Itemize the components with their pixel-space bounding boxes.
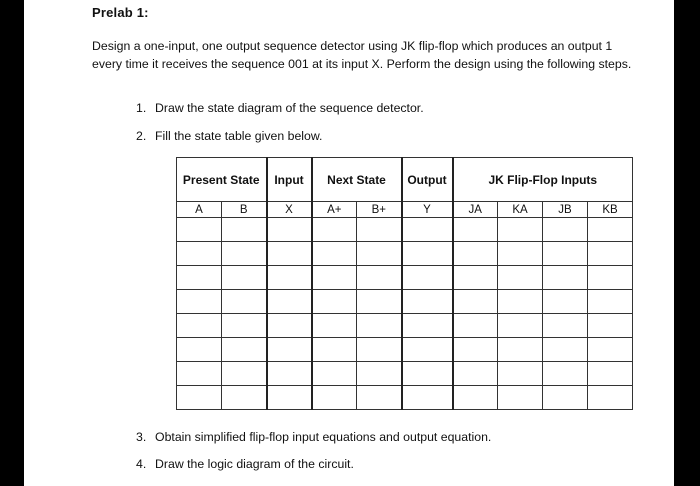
jk-inputs-header: JK Flip-Flop Inputs	[453, 158, 633, 202]
step-text: Draw the logic diagram of the circuit.	[155, 457, 354, 471]
col-a: A	[177, 202, 222, 218]
table-body	[177, 218, 633, 410]
col-a-plus: A+	[312, 202, 357, 218]
table-cell[interactable]	[543, 218, 588, 242]
present-state-header: Present State	[177, 158, 267, 202]
step-text: Draw the state diagram of the sequence detector.	[155, 101, 424, 115]
table-cell[interactable]	[267, 314, 312, 338]
table-cell[interactable]	[402, 338, 453, 362]
table-cell[interactable]	[453, 266, 498, 290]
table-row	[177, 290, 633, 314]
step-number: 2.	[136, 129, 147, 143]
table-cell[interactable]	[222, 386, 267, 410]
table-cell[interactable]	[312, 290, 357, 314]
step-number: 3.	[136, 430, 147, 444]
table-cell[interactable]	[453, 338, 498, 362]
table-cell[interactable]	[312, 338, 357, 362]
table-cell[interactable]	[402, 242, 453, 266]
table-cell[interactable]	[177, 290, 222, 314]
col-b-plus: B+	[357, 202, 402, 218]
table-row	[177, 218, 633, 242]
table-cell[interactable]	[402, 362, 453, 386]
next-state-header: Next State	[312, 158, 402, 202]
table-cell[interactable]	[498, 386, 543, 410]
table-cell[interactable]	[588, 290, 633, 314]
table-cell[interactable]	[267, 266, 312, 290]
table-cell[interactable]	[177, 266, 222, 290]
table-cell[interactable]	[498, 362, 543, 386]
table-cell[interactable]	[453, 314, 498, 338]
intro-paragraph: Design a one-input, one output sequence detector using JK flip-flop which produces an output 1 every time it receives the sequence 001 at its input X. Perform the design using the following steps.	[92, 39, 632, 71]
table-row	[177, 242, 633, 266]
table-row	[177, 266, 633, 290]
table-cell[interactable]	[543, 314, 588, 338]
table-cell[interactable]	[312, 314, 357, 338]
table-cell[interactable]	[177, 314, 222, 338]
table-cell[interactable]	[357, 290, 402, 314]
table-cell[interactable]	[267, 218, 312, 242]
table-cell[interactable]	[453, 218, 498, 242]
col-y: Y	[402, 202, 453, 218]
table-cell[interactable]	[588, 314, 633, 338]
table-cell[interactable]	[177, 386, 222, 410]
table-cell[interactable]	[543, 338, 588, 362]
state-table	[176, 157, 633, 410]
input-header: Input	[267, 158, 312, 202]
table-cell[interactable]	[543, 386, 588, 410]
table-cell[interactable]	[312, 218, 357, 242]
table-cell[interactable]	[312, 242, 357, 266]
table-cell[interactable]	[588, 242, 633, 266]
table-cell[interactable]	[498, 338, 543, 362]
table-cell[interactable]	[177, 242, 222, 266]
col-x: X	[267, 202, 312, 218]
table-cell[interactable]	[312, 266, 357, 290]
table-cell[interactable]	[267, 338, 312, 362]
step-4	[136, 457, 354, 471]
table-cell[interactable]	[177, 218, 222, 242]
table-cell[interactable]	[543, 266, 588, 290]
step-number: 4.	[136, 457, 147, 471]
document-page	[24, 0, 674, 486]
table-cell[interactable]	[498, 314, 543, 338]
table-cell[interactable]	[588, 266, 633, 290]
table-cell[interactable]	[357, 218, 402, 242]
table-row	[177, 362, 633, 386]
table-cell[interactable]	[267, 242, 312, 266]
table-cell[interactable]	[543, 362, 588, 386]
table-cell[interactable]	[402, 314, 453, 338]
table-cell[interactable]	[222, 290, 267, 314]
table-cell[interactable]	[498, 218, 543, 242]
table-cell[interactable]	[222, 242, 267, 266]
step-3	[136, 430, 491, 444]
column-header-row	[177, 202, 633, 218]
table-cell[interactable]	[588, 218, 633, 242]
step-2	[136, 129, 322, 143]
table-cell[interactable]	[588, 362, 633, 386]
table-cell[interactable]	[543, 242, 588, 266]
table-cell[interactable]	[453, 386, 498, 410]
table-cell[interactable]	[453, 362, 498, 386]
output-header: Output	[402, 158, 453, 202]
table-cell[interactable]	[498, 266, 543, 290]
table-cell[interactable]	[543, 290, 588, 314]
table-cell[interactable]	[357, 314, 402, 338]
table-cell[interactable]	[498, 242, 543, 266]
table-cell[interactable]	[357, 386, 402, 410]
table-cell[interactable]	[222, 218, 267, 242]
table-cell[interactable]	[222, 314, 267, 338]
table-cell[interactable]	[357, 242, 402, 266]
table-cell[interactable]	[267, 362, 312, 386]
table-cell[interactable]	[453, 242, 498, 266]
table-cell[interactable]	[588, 386, 633, 410]
table-cell[interactable]	[357, 338, 402, 362]
table-cell[interactable]	[498, 290, 543, 314]
prelab-title: Prelab 1:	[92, 5, 149, 20]
col-ja: JA	[453, 202, 498, 218]
table-cell[interactable]	[357, 266, 402, 290]
col-jb: JB	[543, 202, 588, 218]
step-number: 1.	[136, 101, 147, 115]
table-cell[interactable]	[588, 338, 633, 362]
table-cell[interactable]	[312, 362, 357, 386]
col-kb: KB	[588, 202, 633, 218]
table-cell[interactable]	[453, 290, 498, 314]
table-cell[interactable]	[177, 338, 222, 362]
table-row	[177, 314, 633, 338]
table-row	[177, 386, 633, 410]
table-cell[interactable]	[357, 362, 402, 386]
col-b: B	[222, 202, 267, 218]
table-cell[interactable]	[267, 290, 312, 314]
table-cell[interactable]	[177, 362, 222, 386]
group-header-row	[177, 158, 633, 202]
table-cell[interactable]	[402, 290, 453, 314]
table-cell[interactable]	[402, 266, 453, 290]
table-cell[interactable]	[312, 386, 357, 410]
step-text: Obtain simplified flip-flop input equations and output equation.	[155, 430, 492, 444]
col-ka: KA	[498, 202, 543, 218]
table-cell[interactable]	[222, 362, 267, 386]
table-cell[interactable]	[222, 266, 267, 290]
step-text: Fill the state table given below.	[155, 129, 323, 143]
table-cell[interactable]	[222, 338, 267, 362]
step-1	[136, 101, 424, 115]
table-cell[interactable]	[402, 386, 453, 410]
table-row	[177, 338, 633, 362]
table-cell[interactable]	[267, 386, 312, 410]
table-cell[interactable]	[402, 218, 453, 242]
